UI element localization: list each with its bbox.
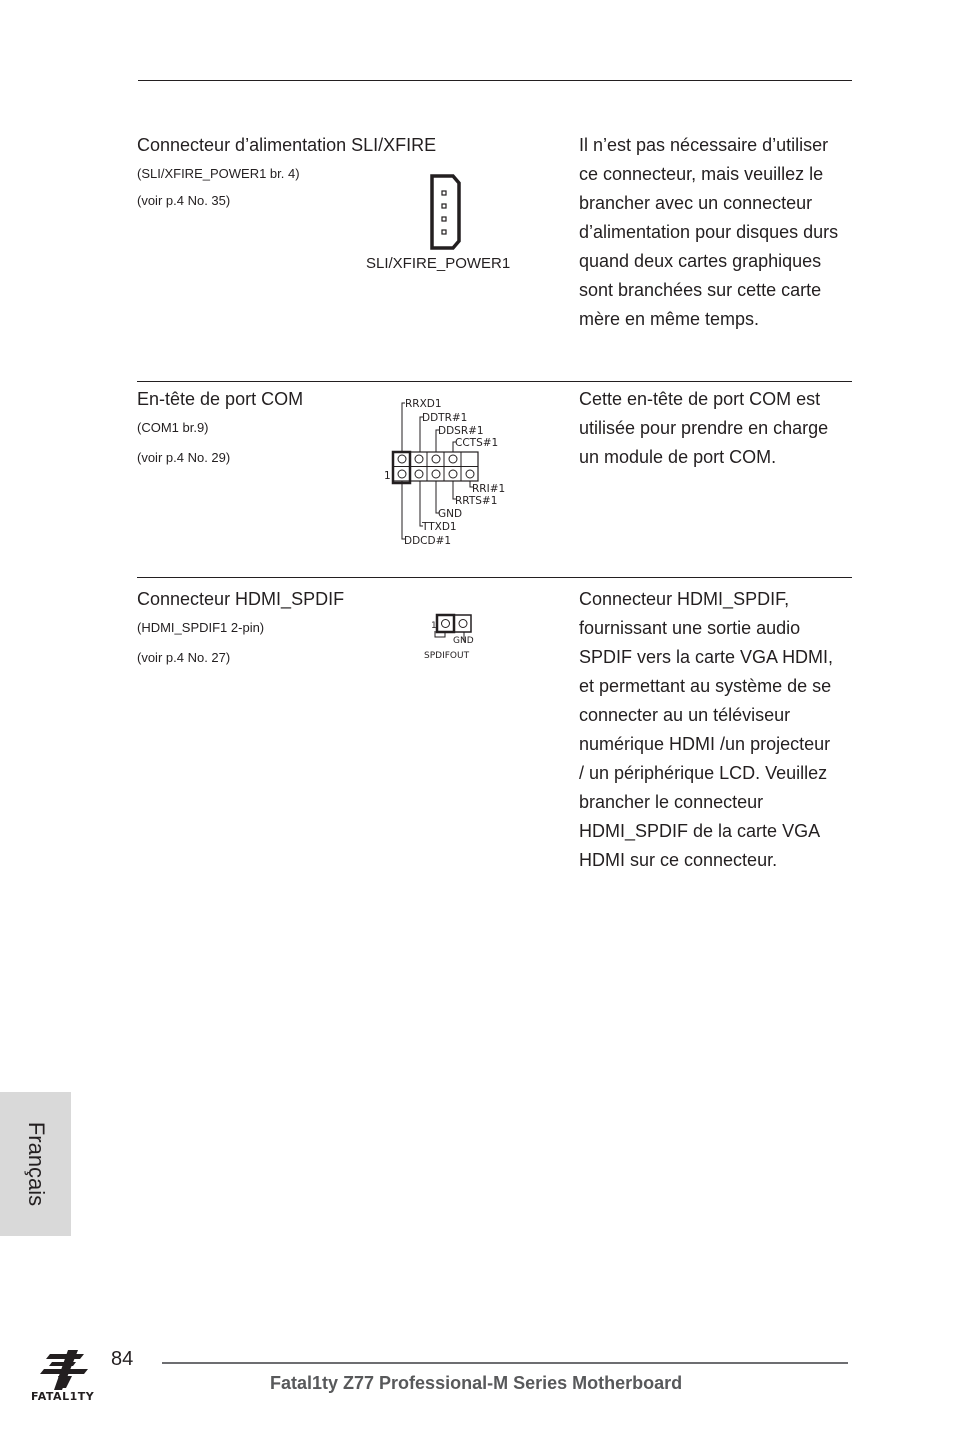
pin-label-rrxd1: RRXD1 <box>405 398 442 410</box>
fatal1ty-logo-icon <box>28 1348 108 1406</box>
description-line: Il n’est pas nécessaire d’utiliser <box>579 135 829 155</box>
section-title: En-tête de port COM <box>137 389 304 409</box>
section-reference: (voir p.4 No. 29) <box>137 450 231 465</box>
connector-label: SLI/XFIRE_POWER1 <box>366 255 511 272</box>
section-reference: (voir p.4 No. 35) <box>137 193 231 208</box>
section-divider <box>137 381 852 382</box>
description-line: brancher avec un connecteur <box>579 193 813 213</box>
description-line: utilisée pour prendre en charge <box>579 418 829 438</box>
description-line: un module de port COM. <box>579 447 777 467</box>
pin-label-rri1: RRI#1 <box>472 483 506 495</box>
section-pin-count: (SLI/XFIRE_POWER1 br. 4) <box>137 166 300 181</box>
section-description <box>579 385 828 472</box>
description-line: brancher le connecteur <box>579 792 764 812</box>
section-description <box>579 131 838 334</box>
page-number: 84 <box>111 1348 134 1370</box>
section-divider <box>137 577 852 578</box>
footer-rule <box>162 1362 848 1364</box>
pin-one-marker: 1 <box>384 470 391 482</box>
pin-label-spdifout: SPDIFOUT <box>424 651 470 661</box>
pin-label-ccts1: CCTS#1 <box>455 437 499 449</box>
pin-label-ddcd1: DDCD#1 <box>404 535 452 547</box>
section-title: Connecteur HDMI_SPDIF <box>137 589 345 609</box>
description-line: fournissant une sortie audio <box>579 618 801 638</box>
description-line: Connecteur HDMI_SPDIF, <box>579 589 790 609</box>
language-side-tab <box>0 1092 71 1236</box>
footer-title: Fatal1ty Z77 Professional-M Series Motherboard <box>270 1373 683 1393</box>
language-label: Français <box>23 1121 49 1207</box>
description-line: ce connecteur, mais veuillez le <box>579 164 824 184</box>
section-pin-count: (COM1 br.9) <box>137 420 209 435</box>
description-line: et permettant au système de se <box>579 676 832 696</box>
pin-one-marker: 1 <box>431 621 437 631</box>
section-title: Connecteur d’alimentation SLI/XFIRE <box>137 135 437 155</box>
pin-label-gnd: GND <box>438 508 463 520</box>
description-line: connecter au un téléviseur <box>579 705 791 725</box>
hdmi-spdif-header-diagram <box>420 611 500 663</box>
description-line: HDMI sur ce connecteur. <box>579 850 778 870</box>
pin-label-rrts1: RRTS#1 <box>455 495 498 507</box>
description-line: numérique HDMI /un projecteur <box>579 734 831 754</box>
pin-label-gnd: GND <box>453 636 474 646</box>
com-port-header-diagram <box>380 395 510 550</box>
description-line: d’alimentation pour disques durs <box>579 222 839 242</box>
section-pin-count: (HDMI_SPDIF1 2-pin) <box>137 620 265 635</box>
pin-label-ddtr1: DDTR#1 <box>422 412 468 424</box>
sli-xfire-power-connector-diagram <box>425 172 465 252</box>
top-rule <box>138 80 852 81</box>
pin-label-ddsr1: DDSR#1 <box>438 425 484 437</box>
description-line: Cette en-tête de port COM est <box>579 389 821 409</box>
description-line: quand deux cartes graphiques <box>579 251 822 271</box>
description-line: / un périphérique LCD. Veuillez <box>579 763 828 783</box>
description-line: SPDIF vers la carte VGA HDMI, <box>579 647 834 667</box>
section-reference: (voir p.4 No. 27) <box>137 650 231 665</box>
description-line: sont branchées sur cette carte <box>579 280 822 300</box>
logo-wordmark: FATAL1TY <box>31 1390 95 1403</box>
pin-label-ttxd1: TTXD1 <box>422 521 457 533</box>
description-line: mère en même temps. <box>579 309 760 329</box>
section-description <box>579 585 833 875</box>
description-line: HDMI_SPDIF de la carte VGA <box>579 821 821 841</box>
